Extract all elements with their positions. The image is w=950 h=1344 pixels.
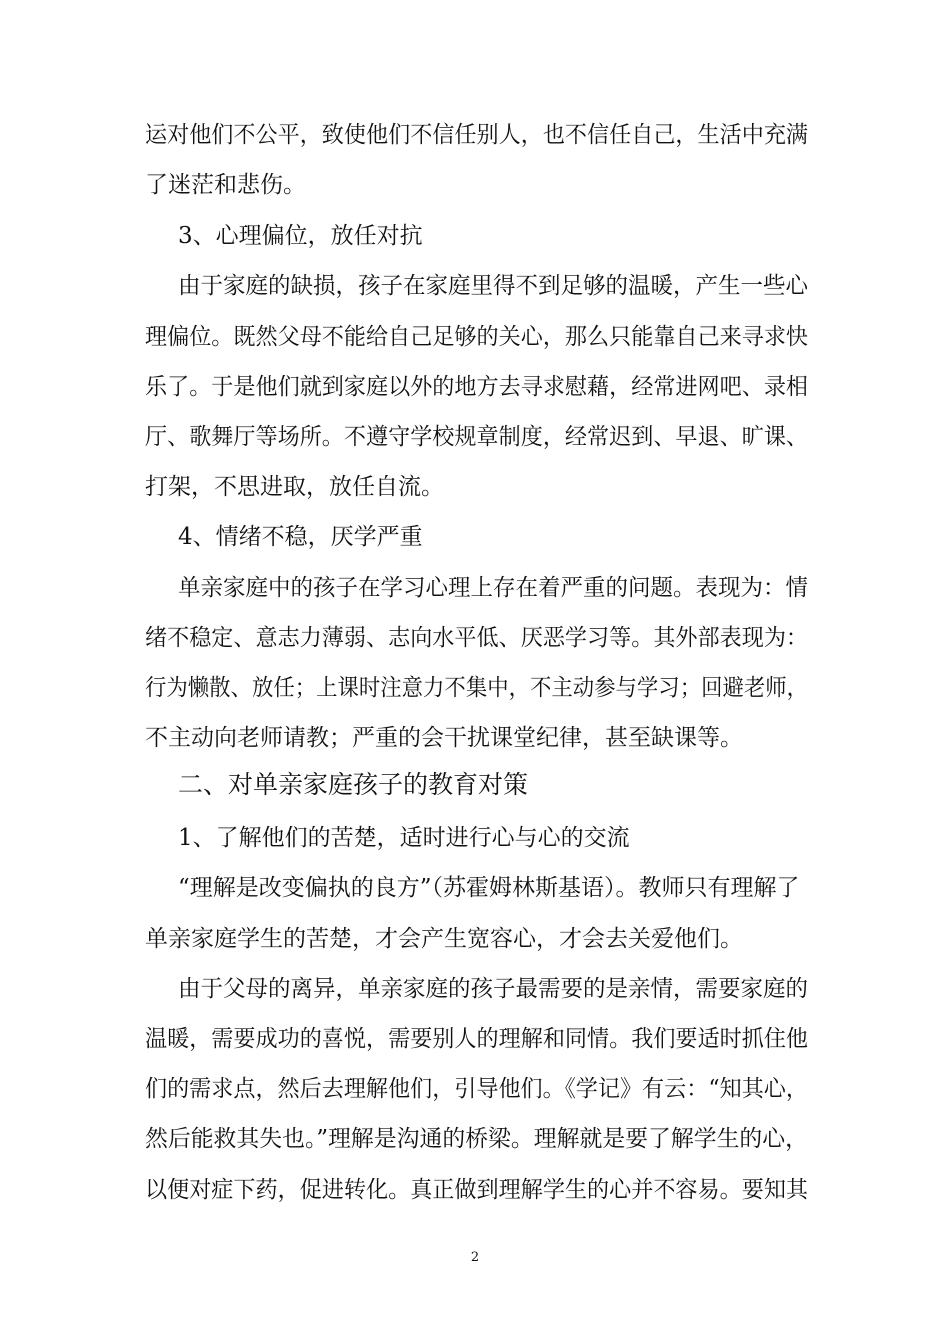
text-line-content: 们的需求点，然后去理解他们，引导他们。《学记》有云：“知其心， <box>145 1076 809 1102</box>
section-heading-text: 4、情绪不稳，厌学严重 <box>178 524 423 550</box>
text-line-content: 由于父母的离异，单亲家庭的孩子最需要的是亲情，需要家庭的 <box>178 976 809 1002</box>
text-line-content: 了迷茫和悲伤。 <box>145 172 306 198</box>
text-line-content: 绪不稳定、意志力薄弱、志向水平低、厌恶学习等。其外部表现为： <box>145 625 809 651</box>
text-line-content: 运对他们不公平，致使他们不信任别人，也不信任自己，生活中充满 <box>145 122 809 148</box>
text-line-content: 不主动向老师请教；严重的会干扰课堂纪律，甚至缺课等。 <box>145 725 743 751</box>
text-line-content: 乐了。于是他们就到家庭以外的地方去寻求慰藉，经常进网吧、录相 <box>145 374 809 400</box>
chapter-heading-text: 二、对单亲家庭孩子的教育对策 <box>178 770 529 799</box>
text-line-content: 由于家庭的缺损，孩子在家庭里得不到足够的温暖，产生一些心 <box>178 273 809 299</box>
text-line-content: “理解是改变偏执的良方”（苏霍姆林斯基语）。教师只有理解了 <box>178 875 800 901</box>
text-line-content: 行为懒散、放任；上课时注意力不集中，不主动参与学习；回避老师， <box>145 675 809 701</box>
text-line-content: 单亲家庭学生的苦楚，才会产生宽容心，才会去关爱他们。 <box>145 926 743 952</box>
text-line-content: 温暖，需要成功的喜悦，需要别人的理解和同情。我们要适时抓住他 <box>145 1026 809 1052</box>
section-heading-text: 3、心理偏位，放任对抗 <box>178 223 423 249</box>
text-line-content: 打架，不思进取，放任自流。 <box>145 474 444 500</box>
text-line-content: 理偏位。既然父母不能给自己足够的关心，那么只能靠自己来寻求快 <box>145 324 809 350</box>
text-line-content: 单亲家庭中的孩子在学习心理上存在着严重的问题。表现为：情 <box>178 575 809 601</box>
text-line-content: 以便对症下药，促进转化。真正做到理解学生的心并不容易。要知其 <box>145 1177 809 1203</box>
section-heading-text: 1、了解他们的苦楚，适时进行心与心的交流 <box>178 825 630 851</box>
text-line-content: 厅、歌舞厅等场所。不遵守学校规章制度，经常迟到、早退、旷课、 <box>145 424 809 450</box>
page-number: 2 <box>470 1250 480 1265</box>
text-line-content: 然后能救其失也。”理解是沟通的桥梁。理解就是要了解学生的心， <box>145 1126 808 1152</box>
